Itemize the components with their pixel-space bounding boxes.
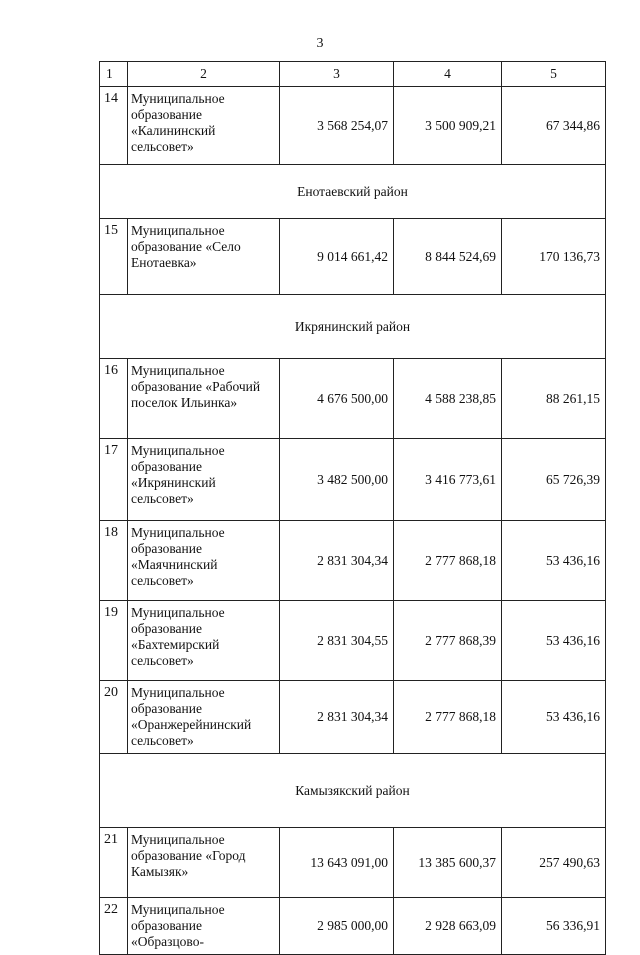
- municipality-name: Муниципальное образование «Город Камызяк»: [128, 828, 280, 898]
- table-body: [100, 62, 606, 955]
- value-col-5: 170 136,73: [502, 219, 606, 295]
- district-label: Икрянинский район: [100, 295, 606, 359]
- value-col-3: 13 643 091,00: [280, 828, 394, 898]
- value-col-4: 3 416 773,61: [394, 439, 502, 521]
- value-col-5: 53 436,16: [502, 681, 606, 754]
- district-row: [100, 165, 606, 219]
- allocation-table: [99, 61, 606, 955]
- value-col-4: 2 777 868,18: [394, 681, 502, 754]
- value-col-5: 88 261,15: [502, 359, 606, 439]
- table-row: [100, 521, 606, 601]
- row-number: 14: [100, 87, 128, 165]
- municipality-name: Муниципальное образование «Калининский сельсовет»: [128, 87, 280, 165]
- value-col-4: 4 588 238,85: [394, 359, 502, 439]
- row-number: 15: [100, 219, 128, 295]
- district-row: [100, 754, 606, 828]
- value-col-4: 8 844 524,69: [394, 219, 502, 295]
- page-number: 3: [316, 36, 324, 51]
- district-label: Камызякский район: [100, 754, 606, 828]
- table-row: [100, 681, 606, 754]
- value-col-5: 53 436,16: [502, 601, 606, 681]
- header-cell-5: 5: [502, 62, 606, 87]
- row-number: 17: [100, 439, 128, 521]
- table-row: [100, 219, 606, 295]
- district-row: [100, 295, 606, 359]
- table-row: [100, 87, 606, 165]
- value-col-5: 53 436,16: [502, 521, 606, 601]
- header-cell-2: 2: [128, 62, 280, 87]
- municipality-name: Муниципальное образование «Село Енотаевка»: [128, 219, 280, 295]
- value-col-5: 257 490,63: [502, 828, 606, 898]
- value-col-3: 2 831 304,34: [280, 521, 394, 601]
- value-col-3: 3 482 500,00: [280, 439, 394, 521]
- municipality-name: Муниципальное образование «Рабочий поселок Ильинка»: [128, 359, 280, 439]
- table-row: [100, 601, 606, 681]
- municipality-name: Муниципальное образование «Образцово-: [128, 898, 280, 955]
- value-col-5: 65 726,39: [502, 439, 606, 521]
- value-col-3: 2 985 000,00: [280, 898, 394, 955]
- value-col-4: 13 385 600,37: [394, 828, 502, 898]
- value-col-3: 3 568 254,07: [280, 87, 394, 165]
- value-col-4: 2 928 663,09: [394, 898, 502, 955]
- value-col-5: 56 336,91: [502, 898, 606, 955]
- table-row: [100, 828, 606, 898]
- header-row: [100, 62, 606, 87]
- value-col-4: 2 777 868,39: [394, 601, 502, 681]
- row-number: 22: [100, 898, 128, 955]
- value-col-3: 2 831 304,55: [280, 601, 394, 681]
- row-number: 20: [100, 681, 128, 754]
- municipality-name: Муниципальное образование «Бахтемирский сельсовет»: [128, 601, 280, 681]
- header-cell-4: 4: [394, 62, 502, 87]
- value-col-5: 67 344,86: [502, 87, 606, 165]
- value-col-3: 2 831 304,34: [280, 681, 394, 754]
- district-label: Енотаевский район: [100, 165, 606, 219]
- row-number: 19: [100, 601, 128, 681]
- table-row: [100, 359, 606, 439]
- value-col-3: 4 676 500,00: [280, 359, 394, 439]
- row-number: 18: [100, 521, 128, 601]
- value-col-4: 3 500 909,21: [394, 87, 502, 165]
- table-row: [100, 439, 606, 521]
- municipality-name: Муниципальное образование «Икрянинский сельсовет»: [128, 439, 280, 521]
- municipality-name: Муниципальное образование «Оранжерейнинский сельсовет»: [128, 681, 280, 754]
- municipality-name: Муниципальное образование «Маячнинский сельсовет»: [128, 521, 280, 601]
- table-row: [100, 898, 606, 955]
- value-col-3: 9 014 661,42: [280, 219, 394, 295]
- value-col-4: 2 777 868,18: [394, 521, 502, 601]
- row-number: 16: [100, 359, 128, 439]
- header-cell-1: 1: [100, 62, 128, 87]
- row-number: 21: [100, 828, 128, 898]
- header-cell-3: 3: [280, 62, 394, 87]
